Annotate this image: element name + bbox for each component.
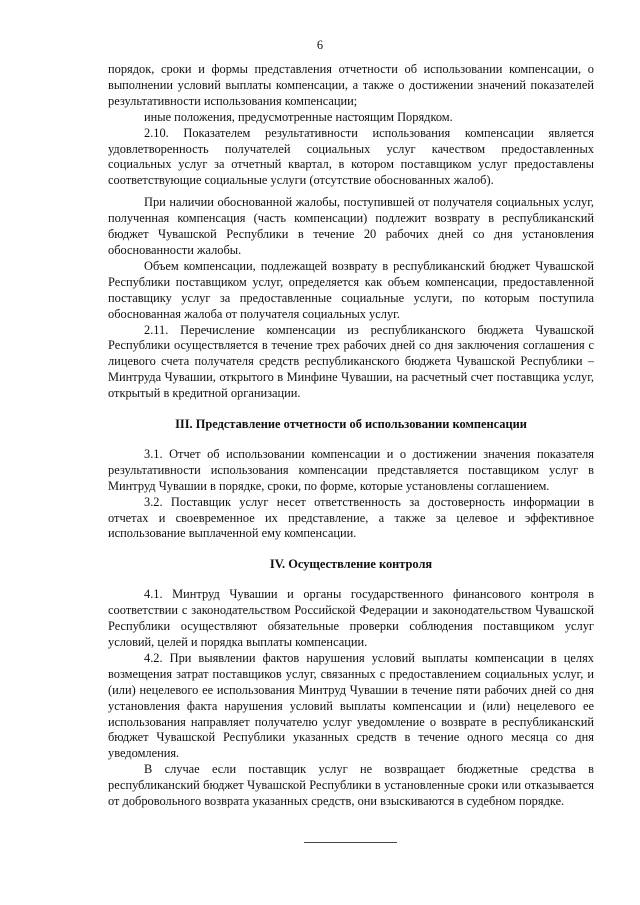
section-heading-4: IV. Осуществление контроля	[269, 557, 433, 572]
paragraph: Объем компенсации, подлежащей возврату в республиканский бюджет Чувашской Республики поставщиком услуг, определяется как объем компенсации, предоставленной поставщику услуг за предоставленные социальные услуги, по которым поступила обоснованная жалоба от получателя социальных услуг.	[108, 258, 594, 321]
paragraph: При наличии обоснованной жалобы, поступившей от получателя социальных услуг, полученная компенсация (часть компенсации) подлежит возврату в республиканский бюджет Чувашской Республики в течение 20 рабочих дней со дня установления обоснованности жалобы.	[108, 195, 594, 257]
paragraph: 4.1. Минтруд Чувашии и органы государственного финансового контроля в соответствии с законодательством Российской Федерации и законодательством Чувашской Республики осуществляют обязательные проверки соблюдения поставщиком услуг условий, целей и порядка выплаты компенсации.	[108, 587, 594, 649]
paragraph: 2.11. Перечисление компенсации из республиканского бюджета Чувашской Республики осуществляется в течение трех рабочих дней со дня заключения соглашения с лицевого счета получателя средств республиканского бюджета Чувашской Республики – Минтруда Чувашии, открытого в Минфине Чувашии, на расчетный счет поставщика услуг, открытый в кредитной организации.	[108, 322, 594, 401]
page-number: 6	[316, 38, 324, 52]
paragraph: иные положения, предусмотренные настоящим Порядком.	[144, 109, 453, 124]
section-heading-3: III. Представление отчетности об использовании компенсации	[175, 417, 527, 432]
paragraph: 3.2. Поставщик услуг несет ответственность за достоверность информации в отчетах и своевременное их представление, а также за целевое и эффективное использование выплаченной ему компенсации.	[108, 494, 594, 541]
end-rule-divider	[304, 842, 397, 843]
paragraph: порядок, сроки и формы представления отчетности об использовании компенсации, о выполнении условий выплаты компенсации, а также о достижении значений показателей результативности использования компенсации;	[108, 62, 594, 108]
paragraph: 4.2. При выявлении фактов нарушения условий выплаты компенсации в целях возмещения затрат поставщиков услуг, связанных с предоставлением социальных услуг, и (или) нецелевого ее использования Минтруд Чувашии в течение пяти рабочих дней со дня установления факта нарушения условий выплаты компенсации и (или) нецелевого ее использования направляет получателю услуг уведомление о возврате в республиканский бюджет Чувашской Республики указанных средств в течение одного месяца со дня уведомления.	[108, 650, 594, 761]
paragraph: В случае если поставщик услуг не возвращает бюджетные средства в республиканский бюджет Чувашской Республики в установленные сроки или отказывается от добровольного возврата указанных средств, они взыскиваются в судебном порядке.	[108, 762, 594, 809]
document-body	[108, 62, 594, 810]
paragraph: 3.1. Отчет об использовании компенсации и о достижении значения показателя результативности использования компенсации представляется поставщиком услуг в Минтруд Чувашии в порядке, сроки, по форме, которые установлены соглашением.	[108, 446, 594, 493]
paragraph: 2.10. Показателем результативности использования компенсации является удовлетворенность получателей социальных услуг качеством предоставленных социальных услуг за отчетный квартал, в котором поставщиком услуг предоставлены соответствующие социальные услуги (отсутствие обоснованных жалоб).	[108, 125, 594, 188]
